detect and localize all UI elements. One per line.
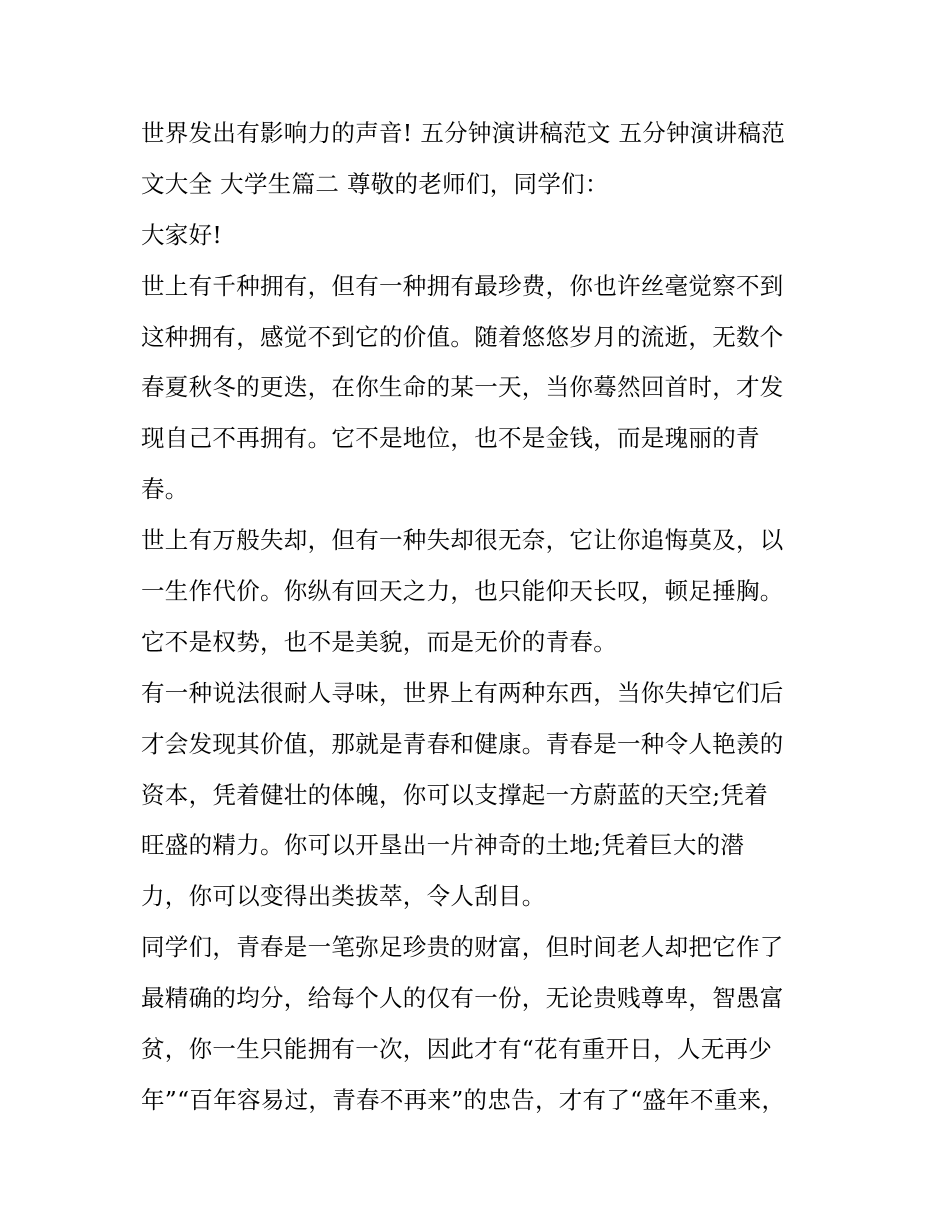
text-line: 一生作代价。你纵有回天之力，也只能仰天长叹，顿足捶胸。 bbox=[141, 577, 784, 606]
text-line: 年”“百年容易过，青春不再来”的忠告，才有了“盛年不重来， bbox=[141, 1085, 786, 1114]
text-line: 春。 bbox=[141, 475, 189, 504]
text-line: 力，你可以变得出类拔萃，令人刮目。 bbox=[141, 882, 546, 911]
text-line: 这种拥有，感觉不到它的价值。随着悠悠岁月的流逝，无数个 bbox=[141, 322, 784, 351]
text-line: 文大全 大学生篇二 尊敬的老师们，同学们： bbox=[141, 169, 609, 198]
text-line: 世界发出有影响力的声音! 五分钟演讲稿范文 五分钟演讲稿范 bbox=[141, 119, 786, 147]
text-line: 贫，你一生只能拥有一次，因此才有“花有重开日，人无再少 bbox=[141, 1035, 773, 1064]
text-line: 春夏秋冬的更迭，在你生命的某一天，当你蓦然回首时，才发 bbox=[141, 373, 784, 402]
text-line: 大家好! bbox=[141, 220, 223, 249]
text-line: 同学们，青春是一笔弥足珍贵的财富，但时间老人却把它作了 bbox=[141, 933, 784, 962]
text-line: 资本，凭着健壮的体魄，你可以支撑起一方蔚蓝的天空;凭着 bbox=[141, 780, 769, 809]
text-line: 旺盛的精力。你可以开垦出一片神奇的土地;凭着巨大的潜 bbox=[141, 831, 745, 860]
text-line: 现自己不再拥有。它不是地位，也不是金钱，而是瑰丽的青 bbox=[141, 424, 760, 453]
text-line: 世上有万般失却，但有一种失却很无奈，它让你追悔莫及，以 bbox=[141, 526, 784, 555]
body-text bbox=[141, 108, 821, 1126]
text-line: 世上有千种拥有，但有一种拥有最珍费，你也许丝毫觉察不到 bbox=[141, 271, 784, 300]
text-line: 才会发现其价值，那就是青春和健康。青春是一种令人艳羡的 bbox=[141, 729, 784, 758]
text-line: 有一种说法很耐人寻味，世界上有两种东西，当你失掉它们后 bbox=[141, 678, 784, 707]
text-line: 最精确的均分，给每个人的仅有一份，无论贵贱尊卑，智愚富 bbox=[141, 984, 784, 1013]
text-line: 它不是权势，也不是美貌，而是无价的青春。 bbox=[141, 627, 617, 656]
